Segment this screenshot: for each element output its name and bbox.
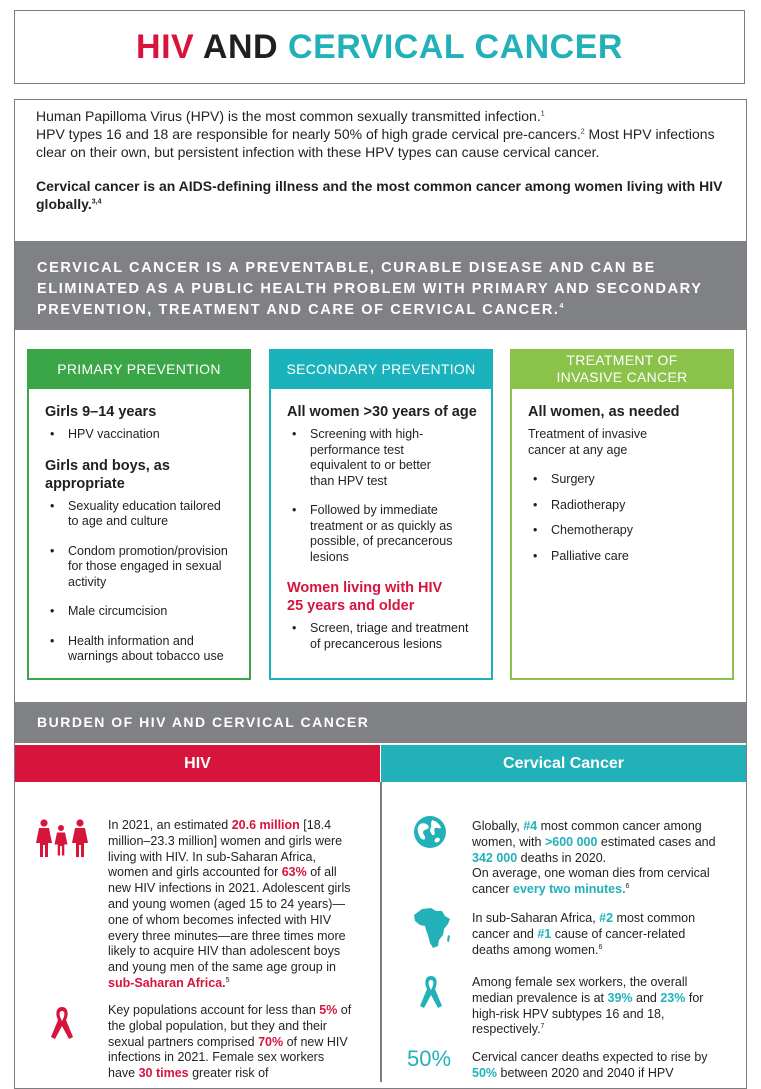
list-item: • Male circumcision (45, 604, 237, 620)
red-ribbon-icon (50, 1005, 74, 1041)
title-cervical-cancer: CERVICAL CANCER (288, 28, 623, 66)
africa-map-icon (413, 907, 451, 949)
burden-header: BURDEN OF HIV AND CERVICAL CANCER (15, 702, 746, 743)
fifty-percent-figure: 50% (407, 1046, 452, 1071)
primary-prevention-card (27, 349, 251, 680)
list-item: • Palliative care (528, 549, 720, 565)
page-title (15, 11, 744, 83)
secondary-prevention-header: SECONDARY PREVENTION (269, 349, 493, 389)
list-item: • Condom promotion/provision for those engaged in sexual activity (45, 544, 238, 591)
treatment-list (528, 472, 720, 564)
title-box (14, 10, 745, 84)
secondary-group2-list (287, 621, 479, 652)
cc-stat-1: Globally, #4 most common cancer among women, with >600 000 estimated cases and 342 000 deaths in 2020. On average, one woman dies from cervical cancer every two minutes.$^6$ (472, 819, 716, 897)
list-item: • Chemotherapy (528, 523, 720, 539)
cervical-cancer-header: Cervical Cancer (381, 745, 746, 782)
cc-stat-4: Cervical cancer deaths expected to rise by 50% between 2020 and 2040 if HPV (472, 1050, 708, 1080)
hiv-stat-1: In 2021, an estimated 20.6 million [18.4 million–23.3 million] women and girls were living with HIV. In sub-Saharan Africa, women and girls accounted for 63% of all new HIV infections in 2021. Adolescent girls and young women (aged 15 to 24 years)—one of whom becomes infected with HIV every three minutes—are three times more likely to acquire HIV than adolescent boys and young men of the same age group in sub-Saharan Africa.$^5$ (108, 818, 351, 990)
list-item: • Health information and warnings about tobacco use (45, 634, 238, 665)
intro-p3: Cervical cancer is an AIDS-defining illness and the most common cancer among women living with HIV globally.$^{3,4}$ (36, 178, 723, 212)
primary-group2-title: Girls and boys, as appropriate (45, 457, 170, 492)
intro-text (36, 107, 736, 213)
primary-group1-list (45, 427, 237, 443)
prevention-banner: CERVICAL CANCER IS A PREVENTABLE, CURABLE DISEASE AND CAN BE ELIMINATED AS A PUBLIC HEALTH PROBLEM WITH PRIMARY AND SECONDARY PREVENTION, TREATMENT AND CARE OF CERVICAL CANCER.$^4$ (15, 241, 746, 330)
intro-p2: HPV types 16 and 18 are responsible for nearly 50% of high grade cervical pre-cancers.$^2$ Most HPV infections clear on their own, but persistent infection with these HPV types can cause cervical cancer. (36, 126, 715, 160)
secondary-group2-title: Women living with HIV 25 years and older (287, 580, 443, 614)
primary-group2-list (45, 499, 237, 665)
hiv-stat-2: Key populations account for less than 5% of the global population, but they and their sexual partners comprised 70% of new HIV infections in 2021. Female sex workers have 30 times greater risk of (108, 1003, 352, 1081)
list-item: • Screen, triage and treatment of precancerous lesions (287, 621, 480, 652)
treatment-intro: Treatment of invasive cancer at any age (528, 427, 648, 457)
women-and-girls-icon (36, 819, 92, 859)
teal-ribbon-icon (419, 974, 443, 1010)
cc-stat-3: Among female sex workers, the overall median prevalence is at 39% and 23% for high-risk HPV subtypes 16 and 18, respectively.$^7$ (472, 975, 704, 1037)
intro-p1: Human Papilloma Virus (HPV) is the most common sexually transmitted infection.$^1$ (36, 108, 545, 124)
secondary-prevention-card (269, 349, 493, 680)
treatment-group1-title: All women, as needed (528, 404, 680, 420)
hiv-header: HIV (15, 745, 380, 782)
title-hiv: HIV (136, 28, 195, 66)
treatment-card (510, 349, 734, 680)
secondary-group1-list (287, 427, 479, 565)
list-item: • Screening with high-performance test equivalent to or better than HPV test (287, 427, 455, 489)
list-item: • Sexuality education tailored to age and culture (45, 499, 228, 530)
treatment-header: TREATMENT OF INVASIVE CANCER (510, 349, 734, 389)
column-divider (380, 782, 382, 1082)
list-item: • Radiotherapy (528, 498, 720, 514)
primary-prevention-header: PRIMARY PREVENTION (27, 349, 251, 389)
title-and: AND (202, 28, 279, 66)
list-item: • HPV vaccination (45, 427, 237, 443)
primary-group1-title: Girls 9–14 years (45, 404, 157, 420)
cc-stat-2: In sub-Saharan Africa, #2 most common cancer and #1 cause of cancer-related deaths among women.$^6$ (472, 911, 696, 957)
list-item: • Surgery (528, 472, 720, 488)
secondary-group1-title: All women >30 years of age (287, 404, 477, 420)
globe-icon (412, 814, 448, 850)
list-item: • Followed by immediate treatment or as quickly as possible, of precancerous lesions (287, 503, 455, 565)
